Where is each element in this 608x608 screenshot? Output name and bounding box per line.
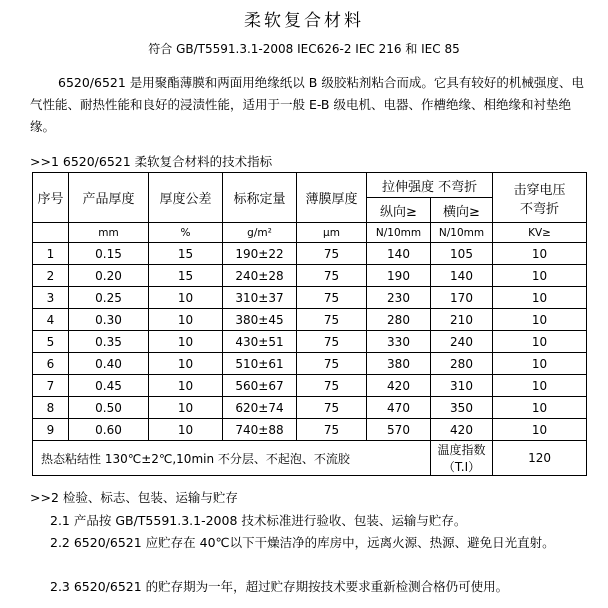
cell-film: 75 — [297, 375, 367, 397]
table-row — [33, 287, 587, 309]
cell-breakdown: 10 — [493, 419, 587, 441]
cell-grammage: 430±51 — [223, 331, 297, 353]
cell-thickness: 0.50 — [69, 397, 149, 419]
header-longitudinal: 纵向≥ — [367, 198, 431, 223]
cell-breakdown: 10 — [493, 309, 587, 331]
cell-thickness: 0.30 — [69, 309, 149, 331]
cell-film: 75 — [297, 265, 367, 287]
cell-seq: 8 — [33, 397, 69, 419]
cell-thickness: 0.25 — [69, 287, 149, 309]
cell-thickness: 0.40 — [69, 353, 149, 375]
section-2-heading: >>2 检验、标志、包装、运输与贮存 — [30, 490, 238, 505]
cell-breakdown: 10 — [493, 243, 587, 265]
cell-longitudinal: 230 — [367, 287, 431, 309]
paragraph-2-2: 2.2 6520/6521 应贮存在 40℃以下干燥洁净的库房中，远离火源、热源、避免日光直射。 — [50, 535, 555, 550]
cell-seq: 1 — [33, 243, 69, 265]
cell-film: 75 — [297, 287, 367, 309]
table-row — [33, 309, 587, 331]
cell-film: 75 — [297, 419, 367, 441]
cell-transverse: 170 — [431, 287, 493, 309]
hot-bond-cell: 热态粘结性 130℃±2℃,10min 不分层、不起泡、不流胶 — [33, 441, 431, 476]
header-tolerance: 厚度公差 — [149, 173, 223, 223]
cell-film: 75 — [297, 331, 367, 353]
cell-seq: 2 — [33, 265, 69, 287]
table-row — [33, 397, 587, 419]
cell-longitudinal: 570 — [367, 419, 431, 441]
cell-tolerance: 10 — [149, 397, 223, 419]
table-row — [33, 331, 587, 353]
cell-seq: 9 — [33, 419, 69, 441]
header-transverse: 横向≥ — [431, 198, 493, 223]
cell-tolerance: 10 — [149, 331, 223, 353]
table-row — [33, 375, 587, 397]
cell-tolerance: 10 — [149, 419, 223, 441]
cell-tolerance: 10 — [149, 353, 223, 375]
cell-seq: 4 — [33, 309, 69, 331]
cell-longitudinal: 140 — [367, 243, 431, 265]
table-row — [33, 419, 587, 441]
cell-thickness: 0.35 — [69, 331, 149, 353]
cell-tolerance: 15 — [149, 243, 223, 265]
cell-grammage: 510±61 — [223, 353, 297, 375]
paragraph-2-3: 2.3 6520/6521 的贮存期为一年，超过贮存期按技术要求重新检测合格仍可使用。 — [50, 579, 509, 594]
cell-longitudinal: 470 — [367, 397, 431, 419]
cell-transverse: 105 — [431, 243, 493, 265]
cell-transverse: 140 — [431, 265, 493, 287]
header-breakdown-main: 击穿电压 — [513, 182, 566, 198]
unit-breakdown: KV≥ — [493, 223, 587, 243]
cell-grammage: 190±22 — [223, 243, 297, 265]
cell-thickness: 0.45 — [69, 375, 149, 397]
cell-thickness: 0.15 — [69, 243, 149, 265]
unit-grammage: g/m² — [223, 223, 297, 243]
cell-longitudinal: 190 — [367, 265, 431, 287]
unit-thickness: mm — [69, 223, 149, 243]
cell-transverse: 210 — [431, 309, 493, 331]
cell-grammage: 380±45 — [223, 309, 297, 331]
cell-film: 75 — [297, 309, 367, 331]
header-thickness: 产品厚度 — [69, 173, 149, 223]
cell-longitudinal: 380 — [367, 353, 431, 375]
cell-grammage: 620±74 — [223, 397, 297, 419]
cell-breakdown: 10 — [493, 265, 587, 287]
cell-tolerance: 10 — [149, 287, 223, 309]
standards-line: 符合 GB/T5591.3.1-2008 IEC626-2 IEC 216 和 IEC 85 — [148, 42, 460, 56]
cell-film: 75 — [297, 397, 367, 419]
cell-grammage: 310±37 — [223, 287, 297, 309]
cell-tolerance: 10 — [149, 375, 223, 397]
header-breakdown — [493, 173, 587, 223]
table-row — [33, 353, 587, 375]
cell-film: 75 — [297, 243, 367, 265]
cell-grammage: 560±67 — [223, 375, 297, 397]
cell-film: 75 — [297, 353, 367, 375]
header-tensile: 拉伸强度 不弯折 — [367, 173, 493, 198]
intro-paragraph: 6520/6521 是用聚酯薄膜和两面用绝缘纸以 B 级胶粘剂粘合而成。它具有较好的机械强度、电气性能、耐热性能和良好的浸渍性能，适用于一般 E-B 级电机、电器、作槽绝缘、相绝缘和衬垫绝缘。 — [30, 75, 584, 134]
table-row — [33, 265, 587, 287]
header-film: 薄膜厚度 — [297, 173, 367, 223]
cell-grammage: 740±88 — [223, 419, 297, 441]
unit-film: μm — [297, 223, 367, 243]
cell-transverse: 280 — [431, 353, 493, 375]
cell-breakdown: 10 — [493, 375, 587, 397]
unit-seq — [33, 223, 69, 243]
cell-tolerance: 15 — [149, 265, 223, 287]
unit-longitudinal: N/10mm — [367, 223, 431, 243]
cell-longitudinal: 280 — [367, 309, 431, 331]
cell-grammage: 240±28 — [223, 265, 297, 287]
temp-index-label: 温度指数（T.I） — [431, 441, 493, 476]
cell-transverse: 420 — [431, 419, 493, 441]
cell-breakdown: 10 — [493, 287, 587, 309]
unit-tolerance: % — [149, 223, 223, 243]
cell-breakdown: 10 — [493, 397, 587, 419]
cell-longitudinal: 330 — [367, 331, 431, 353]
paragraph-2-1: 2.1 产品按 GB/T5591.3.1-2008 技术标准进行验收、包装、运输与贮存。 — [50, 513, 467, 528]
cell-seq: 3 — [33, 287, 69, 309]
cell-breakdown: 10 — [493, 353, 587, 375]
header-grammage: 标称定量 — [223, 173, 297, 223]
cell-transverse: 310 — [431, 375, 493, 397]
section-1-heading: >>1 6520/6521 柔软复合材料的技术指标 — [30, 154, 273, 169]
cell-breakdown: 10 — [493, 331, 587, 353]
spec-table — [32, 172, 587, 476]
cell-thickness: 0.60 — [69, 419, 149, 441]
header-breakdown-sub: 不弯折 — [520, 201, 560, 217]
cell-longitudinal: 420 — [367, 375, 431, 397]
cell-transverse: 240 — [431, 331, 493, 353]
cell-transverse: 350 — [431, 397, 493, 419]
cell-seq: 5 — [33, 331, 69, 353]
cell-tolerance: 10 — [149, 309, 223, 331]
unit-transverse: N/10mm — [431, 223, 493, 243]
cell-thickness: 0.20 — [69, 265, 149, 287]
cell-seq: 7 — [33, 375, 69, 397]
document-title: 柔软复合材料 — [244, 11, 364, 31]
table-row — [33, 243, 587, 265]
temp-index-value: 120 — [493, 441, 587, 476]
cell-seq: 6 — [33, 353, 69, 375]
header-seq: 序号 — [33, 173, 69, 223]
